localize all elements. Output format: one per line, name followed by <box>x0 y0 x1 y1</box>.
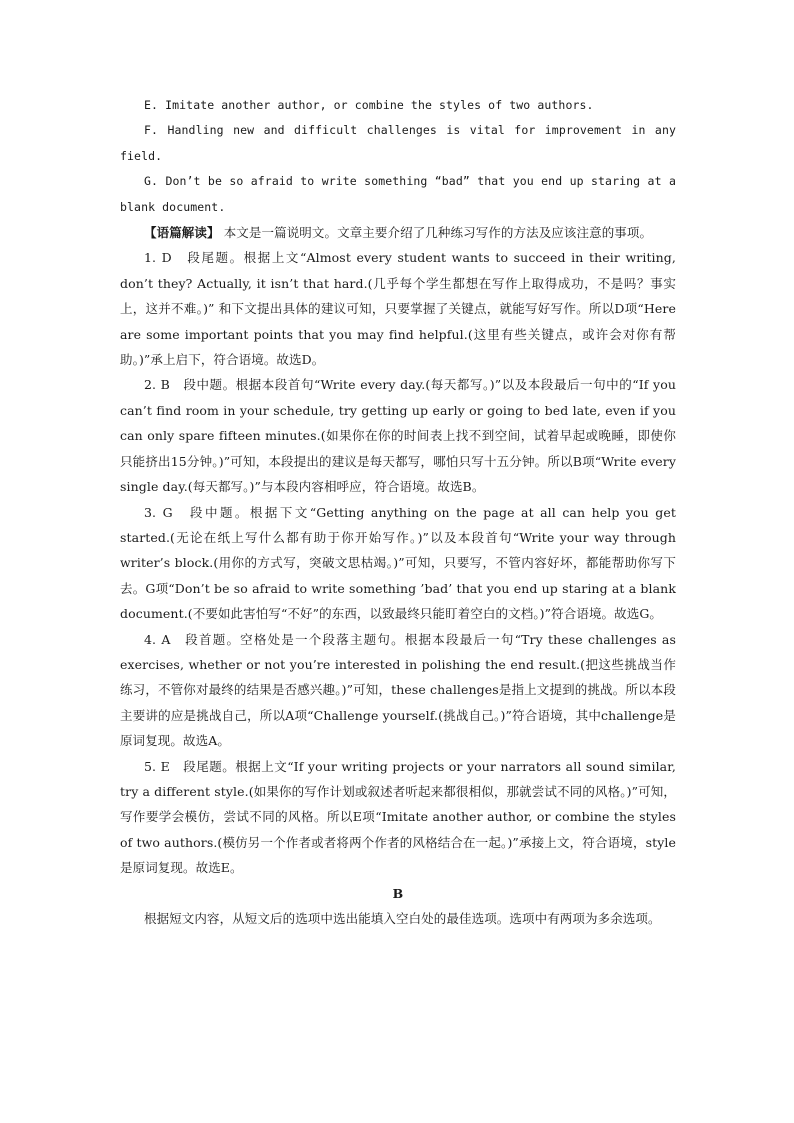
option-g <box>120 169 676 220</box>
section-b-title: B <box>392 885 404 901</box>
analysis-header <box>120 220 676 245</box>
option-text: Handling new and difficult challenges is vital for improvement in any field. <box>120 123 676 163</box>
analysis-text: 本文是一篇说明文。文章主要介绍了几种练习写作的方法及应该注意的事项。 <box>223 225 653 241</box>
option-letter: G. <box>144 174 159 189</box>
answer-1: 1. D 段尾题。根据上文“Almost every student wants to succeed in their writing, don’t they? Actually, it isn’t that hard.(几乎每个学生都想在写作上取得成功，不是吗？事实上，这并不难。)” 和下文提出具体的建议可知，只要掌握了关键点，就能写好写作。所以D项“Here are some important points that you may find helpful.(这里有些关键点，或许会对你有帮助。)”承上启下，符合语境。故选D。 <box>120 250 676 368</box>
answer-3: 3. G 段中题。根据下文“Getting anything on the page at all can help you get started.(无论在纸上写什么都有助于你开始写作。)”以及本段首句“Write your way through writer’s block.(用你的方式写，突破文思枯竭。)”可知，只要写，不管内容好坏，都能帮助你写下去。G项“Don’t be so afraid to write something ’bad’ that you end up staring at a blank document.(不要如此害怕写“不好”的东西，以致最终只能盯着空白的文档。)”符合语境。故选G。 <box>120 504 676 622</box>
analysis-label: 【语篇解读】 <box>144 225 220 241</box>
section-b-instruction: 根据短文内容，从短文后的选项中选出能填入空白处的最佳选项。选项中有两项为多余选项。 <box>144 911 661 926</box>
option-e <box>120 93 676 118</box>
option-f <box>120 118 676 169</box>
document-page <box>120 93 676 931</box>
answer-2: 2. B 段中题。根据本段首句“Write every day.(每天都写。)”以及本段最后一句中的“If you can’t find room in your schedule, try getting up early or going to bed late, even if you can only spare fifteen minutes.(如果你在你的时间表上找不到空间，试着早起或晚睡，即使你只能挤出15分钟。)”可知，本段提出的建议是每天都写，哪怕只写十五分钟。所以B项“Write every single day.(每天都写。)”与本段内容相呼应，符合语境。故选B。 <box>120 377 676 495</box>
answer-4: 4. A 段首题。空格处是一个段落主题句。根据本段最后一句“Try these challenges as exercises, whether or not you’re interested in polishing the end result.(把这些挑战当作练习，不管你对最终的结果是否感兴趣。)”可知，these challenges是指上文提到的挑战。所以本段主要讲的应是挑战自己，所以A项“Challenge yourself.(挑战自己。)”符合语境，其中challenge是原词复现。故选A。 <box>120 631 676 749</box>
option-letter: F. <box>144 123 159 138</box>
option-text: Don’t be so afraid to write something “bad” that you end up staring at a blank document. <box>120 174 676 214</box>
answer-5: 5. E 段尾题。根据上文“If your writing projects or your narrators all sound similar, try a different style.(如果你的写作计划或叙述者听起来都很相似，那就尝试不同的风格。)”可知，写作要学会模仿，尝试不同的风格。所以E项“Imitate another author, or combine the styles of two authors.(模仿另一个作者或者将两个作者的风格结合在一起。)”承接上文，符合语境，style是原词复现。故选E。 <box>120 758 676 876</box>
option-text: Imitate another author, or combine the styles of two authors. <box>165 98 594 112</box>
option-letter: E. <box>144 98 159 112</box>
